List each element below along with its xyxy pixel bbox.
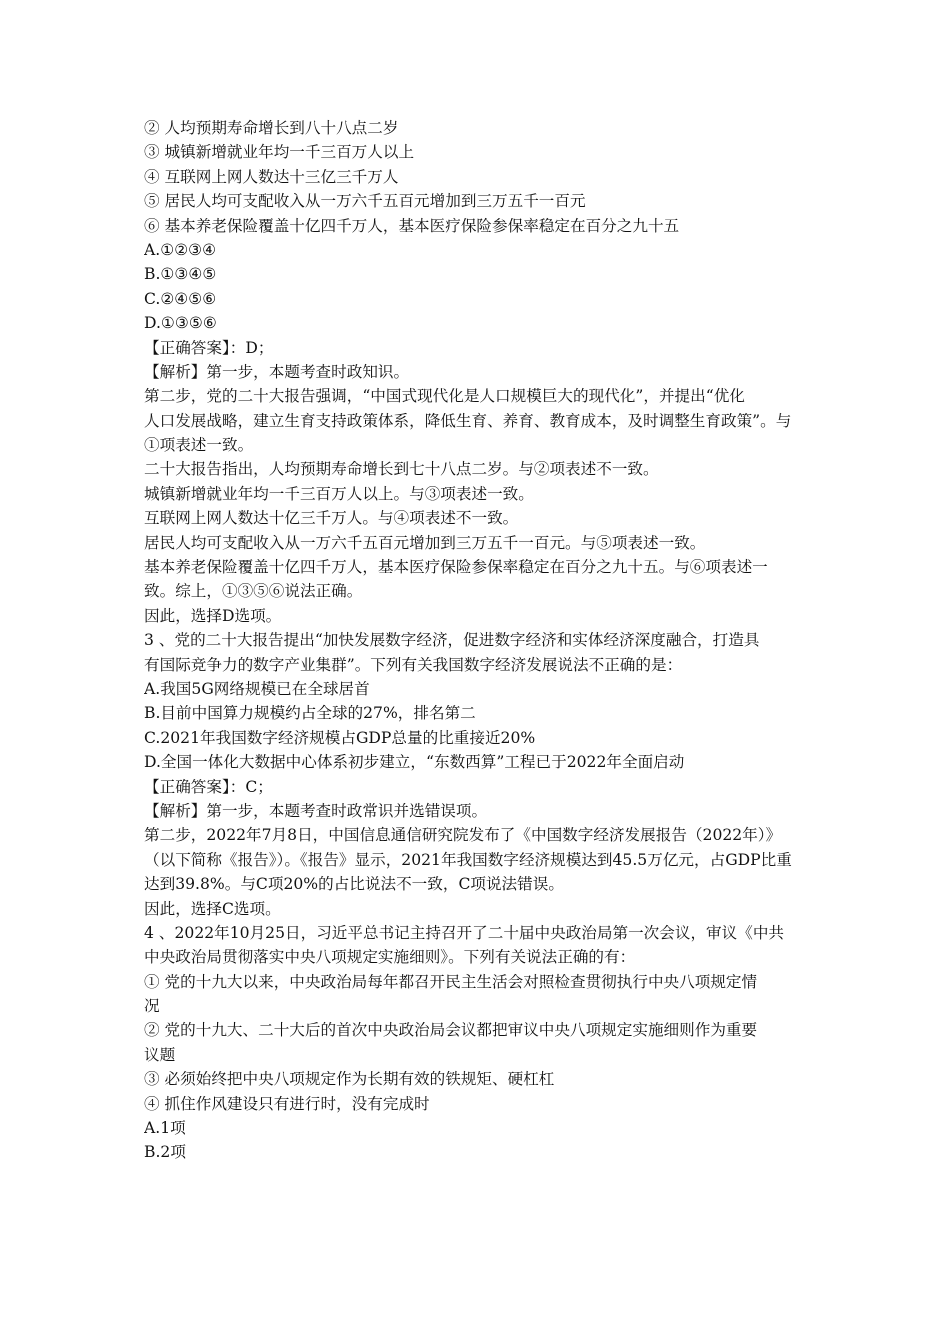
text-line: 因此，选择D选项。 (144, 606, 282, 625)
analysis-line: 【解析】第一步，本题考查时政常识并选错误项。 (144, 801, 488, 820)
question-line: 4 、2022年10月25日，习近平总书记主持召开了二十届中央政治局第一次会议，审议《中共 (144, 923, 785, 942)
answer-line: 【正确答案】：C； (144, 777, 273, 796)
option-line: B.2项 (144, 1143, 186, 1162)
text-line: 人口发展战略，建立生育支持政策体系，降低生育、养育、教育成本，及时调整生育政策”。与 (144, 411, 792, 430)
text-line: ① 党的十九大以来，中央政治局每年都召开民主生活会对照检查贯彻执行中央八项规定情 (144, 972, 758, 991)
text-line: ④ 抓住作风建设只有进行时，没有完成时 (144, 1094, 430, 1113)
question-line: 有国际竞争力的数字产业集群”。下列有关我国数字经济发展说法不正确的是： (144, 655, 683, 674)
text-line: ⑤ 居民人均可支配收入从一万六千五百元增加到三万五千一百元 (144, 192, 586, 211)
option-line: D.①③⑤⑥ (144, 314, 217, 333)
text-line: （以下简称《报告》）。《报告》显示，2021年我国数字经济规模达到45.5万亿元，占GDP比重 (144, 850, 792, 869)
analysis-line: 【解析】第一步，本题考查时政知识。 (144, 362, 410, 381)
text-line: 议题 (144, 1045, 176, 1064)
option-line: C.2021年我国数字经济规模占GDP总量的比重接近20% (144, 728, 536, 747)
text-line: 二十大报告指出，人均预期寿命增长到七十八点二岁。与②项表述不一致。 (144, 460, 659, 479)
text-line: 基本养老保险覆盖十亿四千万人，基本医疗保险参保率稳定在百分之九十五。与⑥项表述一 (144, 558, 768, 577)
text-line: ③ 必须始终把中央八项规定作为长期有效的铁规矩、硬杠杠 (144, 1070, 555, 1089)
text-line: ①项表述一致。 (144, 436, 254, 455)
document-page (144, 116, 814, 1165)
text-line: 况 (144, 997, 160, 1016)
text-line: 致。综上，①③⑤⑥说法正确。 (144, 582, 363, 601)
text-line: 第二步，2022年7月8日，中国信息通信研究院发布了《中国数字经济发展报告（2022年）》 (144, 826, 782, 845)
text-line: ② 人均预期寿命增长到八十八点二岁 (144, 119, 399, 137)
option-line: D.全国一体化大数据中心体系初步建立，“东数西算”工程已于2022年全面启动 (144, 753, 685, 772)
answer-line: 【正确答案】：D； (144, 338, 274, 357)
question-line: 3 、党的二十大报告提出“加快发展数字经济，促进数字经济和实体经济深度融合，打造具 (144, 631, 760, 650)
option-line: A.1项 (144, 1119, 186, 1138)
text-line: 互联网上网人数达十亿三千万人。与④项表述不一致。 (144, 509, 519, 528)
text-line: ⑥ 基本养老保险覆盖十亿四千万人，基本医疗保险参保率稳定在百分之九十五 (144, 216, 680, 235)
question-line: 中央政治局贯彻落实中央八项规定实施细则》。下列有关说法正确的有： (144, 948, 636, 967)
text-line: 居民人均可支配收入从一万六千五百元增加到三万五千一百元。与⑤项表述一致。 (144, 533, 706, 552)
text-line: ② 党的十九大、二十大后的首次中央政治局会议都把审议中央八项规定实施细则作为重要 (144, 1021, 758, 1040)
text-line: 达到39.8%。与C项20%的占比说法不一致，C项说法错误。 (144, 875, 564, 894)
option-line: C.②④⑤⑥ (144, 289, 217, 308)
text-line: 因此，选择C选项。 (144, 899, 281, 918)
option-line: A.我国5G网络规模已在全球居首 (144, 679, 370, 698)
option-line: A.①②③④ (144, 240, 217, 259)
text-line: 城镇新增就业年均一千三百万人以上。与③项表述一致。 (144, 484, 534, 503)
option-line: B.目前中国算力规模约占全球的27%，排名第二 (144, 704, 476, 723)
option-line: B.①③④⑤ (144, 265, 217, 284)
text-line: 第二步，党的二十大报告强调，“中国式现代化是人口规模巨大的现代化”，并提出“优化 (144, 387, 745, 406)
text-line: ④ 互联网上网人数达十三亿三千万人 (144, 167, 399, 186)
text-line: ③ 城镇新增就业年均一千三百万人以上 (144, 143, 415, 162)
